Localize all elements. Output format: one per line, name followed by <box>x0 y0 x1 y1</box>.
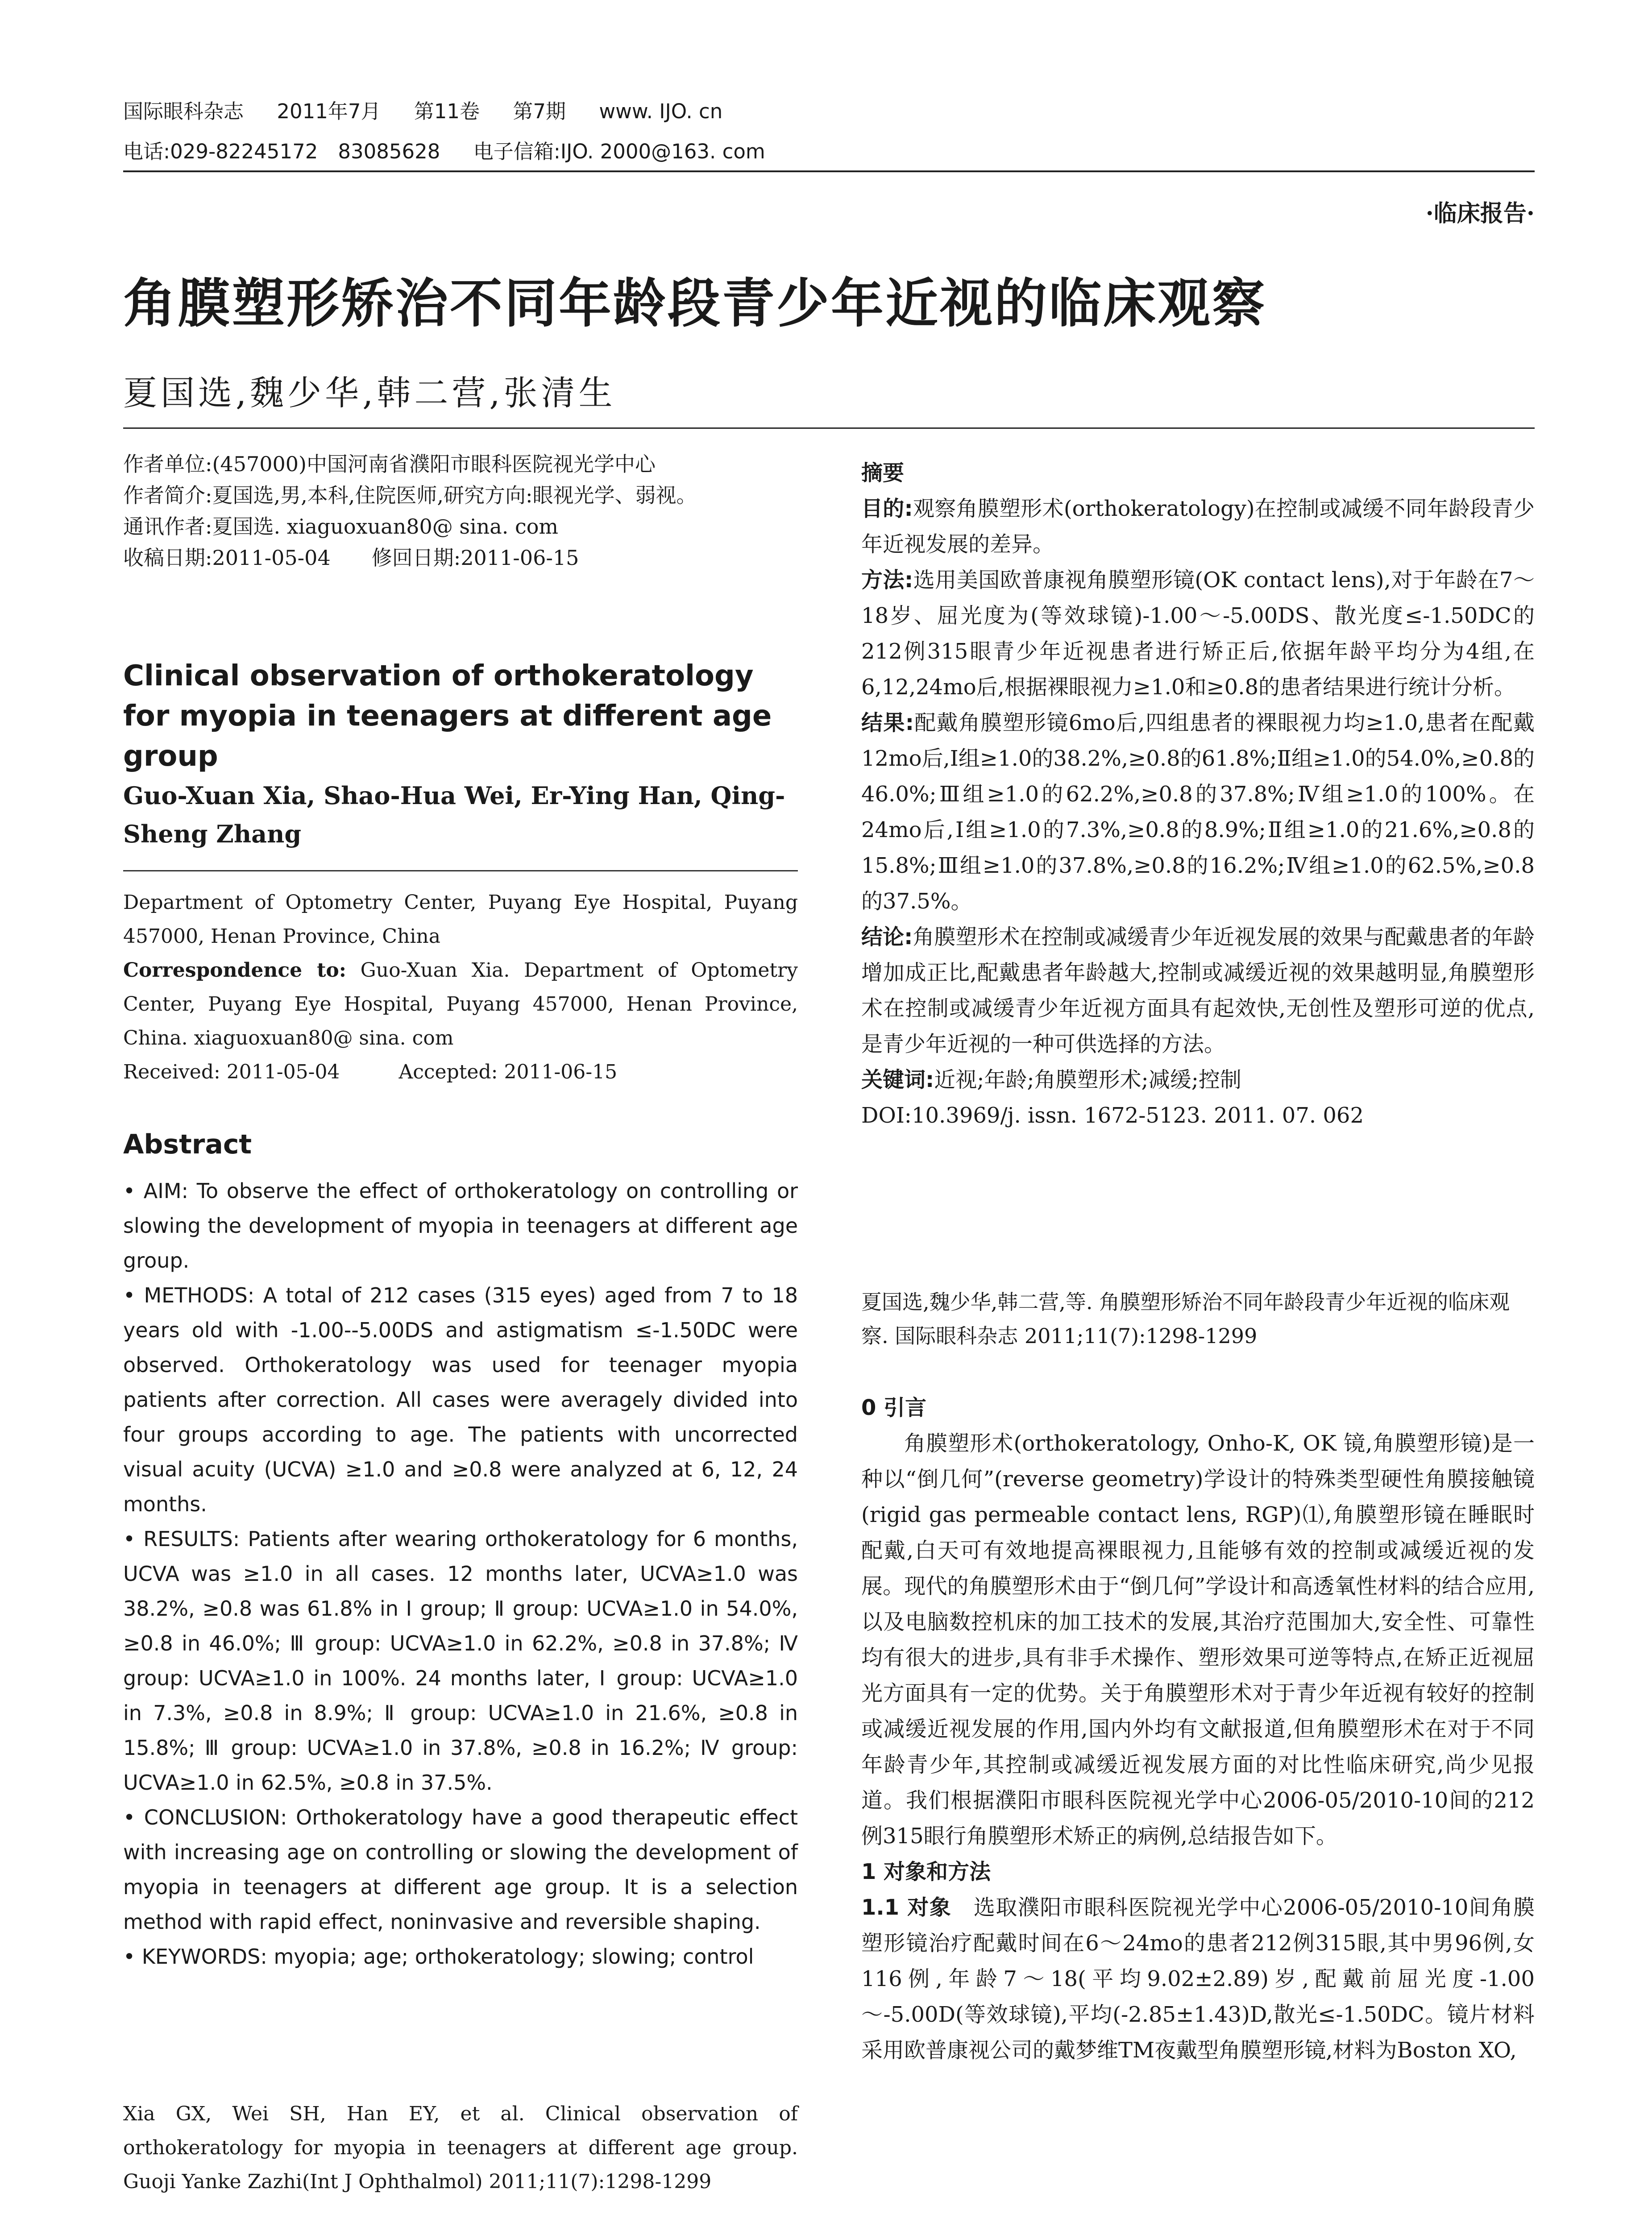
author-bio: 作者简介:夏国选,男,本科,住院医师,研究方向:眼视光学、弱视。 <box>123 483 697 507</box>
abstract-methods: • METHODS: A total of 212 cases (315 eyes) aged from 7 to 18 years old with -1.00--5.00DS and astigmatism ≤-1.50DC were observed. Orthokeratology was used for teenager myopia patients after correction. All cases were averagely divided into four groups according to age. The patients with uncorrected visual acuity (UCVA) ≥1.0 and ≥0.8 were analyzed at 6, 12, 24 months. <box>123 1283 798 1516</box>
abstract-keywords: • KEYWORDS: myopia; age; orthokeratology; slowing; control <box>123 1945 754 1969</box>
department: Department of Optometry Center, Puyang Eye Hospital, Puyang 457000, Henan Province, China <box>123 891 798 948</box>
abstract-aim: • AIM: To observe the effect of orthokeratology on controlling or slowing the development of myopia in teenagers at different age group. <box>123 1179 798 1273</box>
issue-date: 2011年7月 <box>277 100 381 123</box>
issue: 第7期 <box>513 100 566 123</box>
chinese-abstract <box>861 455 1535 1133</box>
header-rule <box>123 170 1535 172</box>
subjects-label: 1.1 对象 <box>861 1895 952 1920</box>
chinese-citation-text: 夏国选,魏少华,韩二营,等. 角膜塑形矫治不同年龄段青少年近视的临床观察. 国际眼科杂志 2011;11(7):1298-1299 <box>861 1290 1510 1348</box>
keywords-label: 关键词: <box>861 1067 934 1092</box>
abstract-results: • RESULTS: Patients after wearing orthokeratology for 6 months, UCVA was ≥1.0 in all cases. 12 months later, UCVA≥1.0 was 38.2%, ≥0.8 was 61.8% in Ⅰ group; Ⅱ group: UCVA≥1.0 in 54.0%, ≥0.8 in 46.0%; Ⅲ group: UCVA≥1.0 in 62.2%, ≥0.8 in 37.8%; Ⅳ group: UCVA≥1.0 in 100%. 24 months later, Ⅰ group: UCVA≥1.0 in 7.3%, ≥0.8 in 8.9%; Ⅱ group: UCVA≥1.0 in 21.6%, ≥0.8 in 15.8%; Ⅲ group: UCVA≥1.0 in 37.8%, ≥0.8 in 16.2%; Ⅳ group: UCVA≥1.0 in 62.5%, ≥0.8 in 37.5%. <box>123 1527 798 1795</box>
methods-label: 方法: <box>861 568 913 593</box>
journal-header-line2 <box>123 138 792 165</box>
dates: 收稿日期:2011-05-04 修回日期:2011-06-15 <box>123 546 579 570</box>
correspondence: 通讯作者:夏国选. xiaguoxuan80@ sina. com <box>123 514 559 539</box>
email-link[interactable]: 电子信箱:IJO. 2000@163. com <box>473 140 765 163</box>
keywords-text: 近视;年龄;角膜塑形术;减缓;控制 <box>934 1067 1241 1092</box>
conclusion-text: 角膜塑形术在控制或减缓青少年近视发展的效果与配戴患者的年龄增加成正比,配戴患者年龄越大,控制或减缓近视的效果越明显,角膜塑形术在控制或减缓青少年近视方面具有起效快,无创性及塑形可逆的优点,是青少年近视的一种可供选择的方法。 <box>861 925 1535 1057</box>
doi: DOI:10.3969/j. issn. 1672-5123. 2011. 07. 062 <box>861 1103 1364 1128</box>
chinese-conclusion <box>861 919 1535 1062</box>
methods-section-heading: 1 对象和方法 <box>861 1859 991 1884</box>
chinese-aim <box>861 491 1535 562</box>
subjects-paragraph <box>861 1890 1535 2068</box>
phone: 电话:029-82245172 83085628 <box>123 140 440 163</box>
methods-text: 选用美国欧普康视角膜塑形镜(OK contact lens),对于年龄在7～18岁、屈光度为(等效球镜)-1.00～-5.00DS、散光度≤-1.50DC的212例315眼青少年近视患者进行矫正后,依据年龄平均分为4组,在6,12,24mo后,根据裸眼视力≥1.0和≥0.8的患者结果进行统计分析。 <box>861 568 1535 700</box>
journal-name: 国际眼科杂志 <box>123 100 244 123</box>
english-info <box>123 886 798 1089</box>
section-label: ·临床报告· <box>1425 200 1535 227</box>
abstract-conclusion: • CONCLUSION: Orthokeratology have a good therapeutic effect with increasing age on controlling or slowing the development of myopia in teenagers at different age group. It is a selection method with rapid effect, noninvasive and reversible shaping. <box>123 1805 798 1934</box>
aim-text: 观察角膜塑形术(orthokeratology)在控制或减缓不同年龄段青少年近视发展的差异。 <box>861 496 1535 557</box>
article-authors: 夏国选,魏少华,韩二营,张清生 <box>123 373 616 413</box>
results-text: 配戴角膜塑形镜6mo后,四组患者的裸眼视力均≥1.0,患者在配戴12mo后,Ⅰ组≥1.0的38.2%,≥0.8的61.8%;Ⅱ组≥1.0的54.0%,≥0.8的46.0%;Ⅲ组≥1.0的62.2%,≥0.8的37.8%;Ⅳ组≥1.0的100%。在24mo后,Ⅰ组≥1.0的7.3%,≥0.8的8.9%;Ⅱ组≥1.0的21.6%,≥0.8的15.8%;Ⅲ组≥1.0的37.8%,≥0.8的16.2%;Ⅳ组≥1.0的62.5%,≥0.8的37.5%。 <box>861 710 1535 914</box>
english-title: Clinical observation of orthokeratology for myopia in teenagers at different age group <box>123 659 772 773</box>
english-authors: Guo-Xuan Xia, Shao-Hua Wei, Er-Ying Han, Qing-Sheng Zhang <box>123 781 785 848</box>
abstract-heading: Abstract <box>123 1129 252 1160</box>
chinese-citation <box>861 1285 1535 1353</box>
abstract-body <box>123 1174 798 1974</box>
journal-header-line1 <box>123 98 749 125</box>
subjects-text: 选取濮阳市眼科医院视光学中心2006-05/2010-10间角膜塑形镜治疗配戴时间在6～24mo的患者212例315眼,其中男96例,女116例,年龄7～18(平均9.02±2.89)岁,配戴前屈光度-1.00～-5.00D(等效球镜),平均(-2.85±1.43)D,散光≤-1.50DC。镜片材料采用欧普康视公司的戴梦维TM夜戴型角膜塑形镜,材料为Boston XO, <box>861 1895 1535 2063</box>
chinese-methods <box>861 562 1535 705</box>
affiliation: 作者单位:(457000)中国河南省濮阳市眼科医院视光学中心 <box>123 452 656 476</box>
intro-heading: 0 引言 <box>861 1395 927 1420</box>
volume: 第11卷 <box>414 100 480 123</box>
results-label: 结果: <box>861 710 914 735</box>
received-accepted: Received: 2011-05-04 Accepted: 2011-06-15 <box>123 1061 618 1083</box>
english-citation-text: Xia GX, Wei SH, Han EY, et al. Clinical observation of orthokeratology for myopia in teenagers at different age group. Guoji Yanke Zazhi(Int J Ophthalmol) 2011;11(7):1298-1299 <box>123 2102 798 2193</box>
english-citation <box>123 2097 798 2199</box>
correspondence-text: Guo-Xuan Xia. Department of Optometry Center, Puyang Eye Hospital, Puyang 457000, Henan Province, China. xiaguoxuan80@ sina. com <box>123 959 798 1049</box>
article-title: 角膜塑形矫治不同年龄段青少年近视的临床观察 <box>123 273 1267 334</box>
chinese-results <box>861 705 1535 919</box>
correspondence-label: Correspondence to: <box>123 959 347 982</box>
english-authors-rule <box>123 870 798 871</box>
author-info <box>123 448 798 573</box>
title-rule <box>123 427 1535 429</box>
chinese-keywords <box>861 1062 1535 1098</box>
english-correspondence <box>123 954 798 1055</box>
aim-label: 目的: <box>861 496 913 521</box>
website-link[interactable]: www. IJO. cn <box>599 100 723 123</box>
conclusion-label: 结论: <box>861 925 913 950</box>
chinese-abstract-heading: 摘要 <box>861 460 905 485</box>
introduction <box>861 1390 1535 2068</box>
intro-paragraph: 角膜塑形术(orthokeratology, Onho-K, OK 镜,角膜塑形镜)是一种以“倒几何”(reverse geometry)学设计的特殊类型硬性角膜接触镜(rigid gas permeable contact lens, RGP)⑴,角膜塑形镜在睡眠时配戴,白天可有效地提高裸眼视力,且能够有效的控制或减缓近视的发展。现代的角膜塑形术由于“倒几何”学设计和高透氧性材料的结合应用,以及电脑数控机床的加工技术的发展,其治疗范围加大,安全性、可靠性均有很大的进步,具有非手术操作、塑形效果可逆等特点,在矫正近视屈光方面具有一定的优势。关于角膜塑形术对于青少年近视有较好的控制或减缓近视发展的作用,国内外均有文献报道,但角膜塑形术在对于不同年龄青少年,其控制或减缓近视发展方面的对比性临床研究,尚少见报道。我们根据濮阳市眼科医院视光学中心2006-05/2010-10间的212例315眼行角膜塑形术矫正的病例,总结报告如下。 <box>861 1431 1535 1849</box>
